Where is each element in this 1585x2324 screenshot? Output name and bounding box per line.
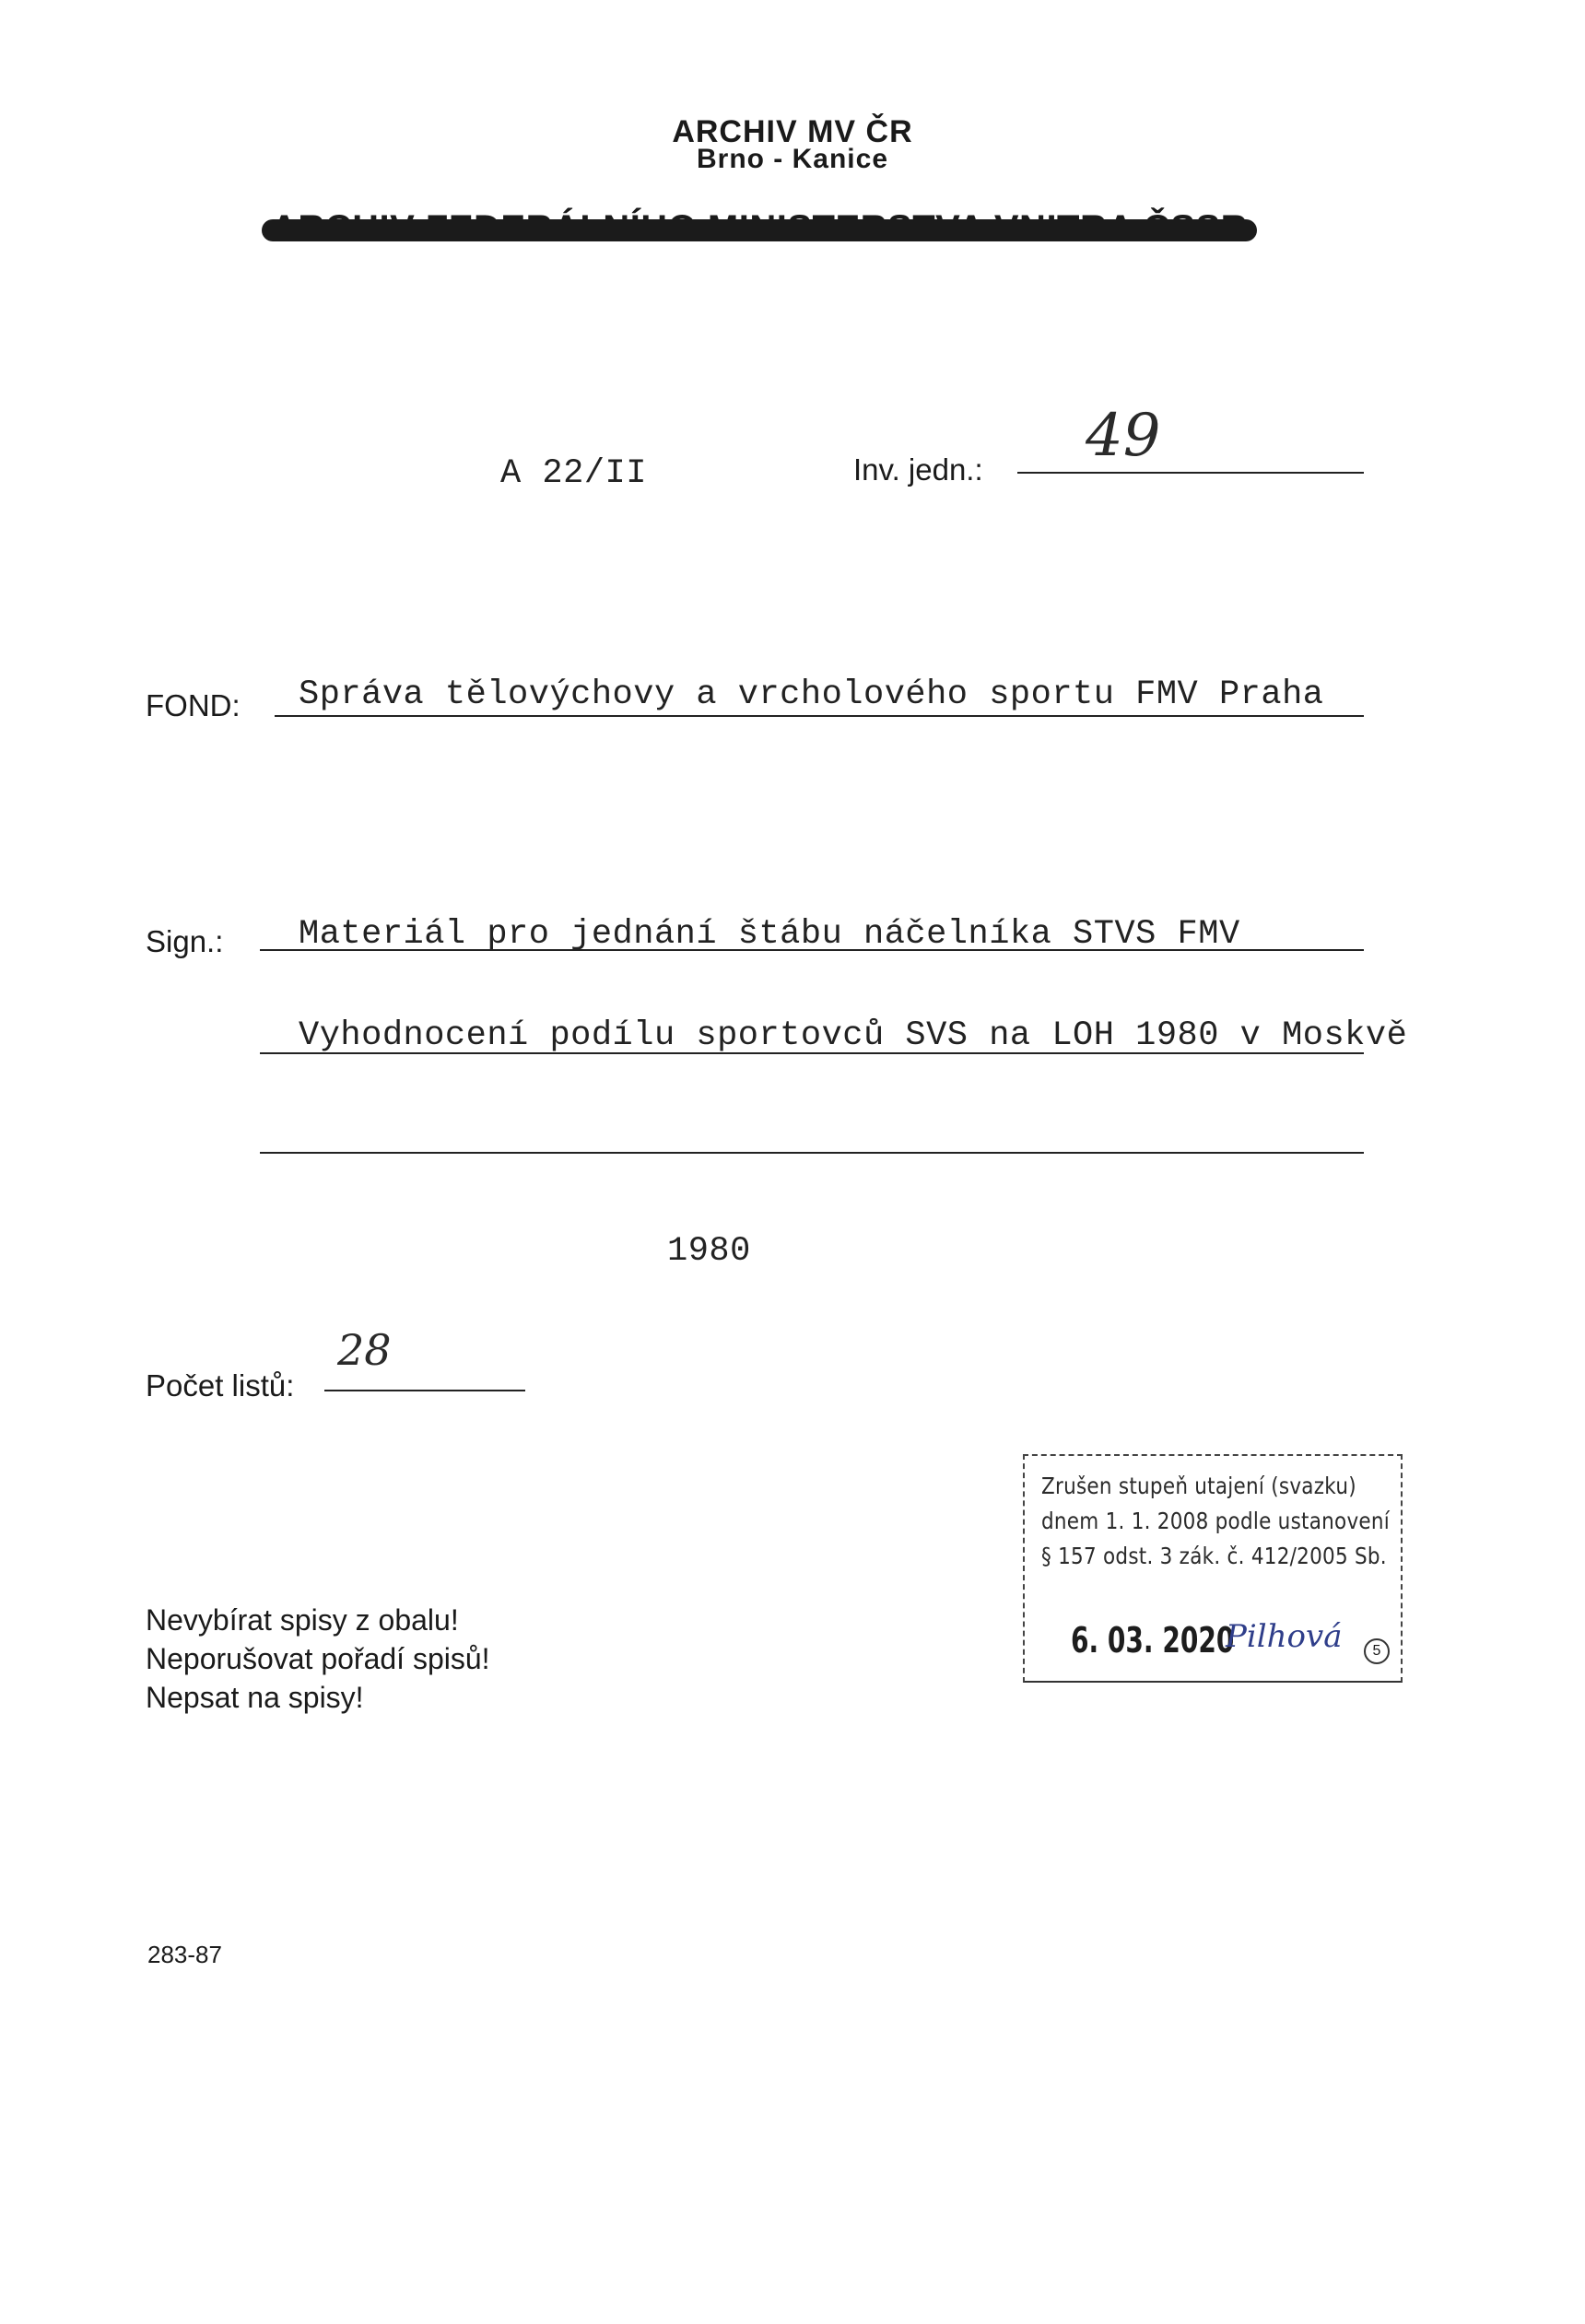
stamp-signature: Pilhová	[1226, 1618, 1343, 1655]
notice-3: Nepsat na spisy!	[146, 1681, 364, 1714]
strike-through-bar	[262, 219, 1257, 241]
notice-2: Neporušovat pořadí spisů!	[146, 1642, 490, 1675]
pages-label: Počet listů:	[146, 1368, 295, 1403]
sign-underline-2	[260, 1052, 1364, 1054]
notice-1: Nevybírat spisy z obalu!	[146, 1603, 459, 1637]
inv-value-handwritten: 49	[1086, 402, 1161, 470]
stamp-line-2: dnem 1. 1. 2008 podle ustanovení	[1041, 1508, 1391, 1534]
sign-line-2: Vyhodnocení podílu sportovců SVS na LOH 1980 v Moskvě	[299, 1016, 1408, 1055]
year: 1980	[667, 1232, 751, 1271]
pages-value-handwritten: 28	[337, 1325, 392, 1375]
fond-label: FOND:	[146, 688, 241, 722]
struck-archive-heading	[262, 210, 1257, 247]
pages-underline	[324, 1390, 525, 1391]
stamp-circled-number: 5	[1364, 1638, 1390, 1664]
sign-line-1: Materiál pro jednání štábu náčelníka STVS FMV	[299, 915, 1240, 954]
stamp-date: 6. 03. 2020	[1071, 1620, 1235, 1661]
fond-value: Správa tělovýchovy a vrcholového sportu FMV Praha	[299, 675, 1324, 714]
fond-underline	[275, 715, 1364, 717]
sign-label: Sign.:	[146, 924, 224, 958]
sign-underline-1	[260, 949, 1364, 951]
stamp-line-1: Zrušen stupeň utajení (svazku)	[1041, 1473, 1356, 1499]
archive-location: Brno - Kanice	[696, 144, 889, 174]
reference-code: A 22/II	[500, 454, 647, 493]
archive-name: ARCHIV MV ČR	[672, 114, 913, 149]
stamp-line-3: § 157 odst. 3 zák. č. 412/2005 Sb.	[1041, 1543, 1387, 1569]
inv-label: Inv. jedn.:	[853, 452, 983, 487]
sign-underline-3	[260, 1152, 1364, 1154]
declassification-stamp	[1023, 1454, 1403, 1683]
inv-underline	[1017, 472, 1364, 474]
form-code: 283-87	[147, 1941, 222, 1968]
